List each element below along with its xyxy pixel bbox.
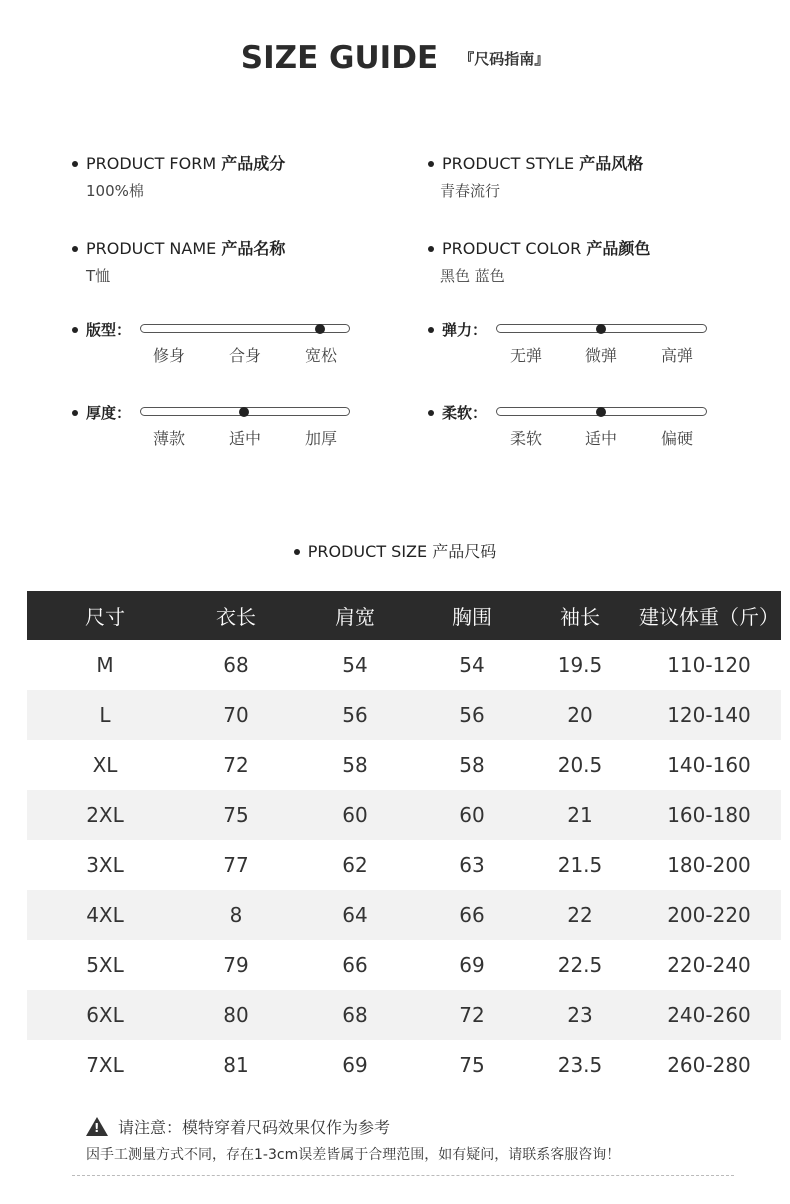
table-cell: 60: [459, 803, 485, 827]
product-form-value: 100%棉: [86, 182, 144, 200]
table-row: [27, 640, 781, 690]
table-cell: 72: [223, 753, 249, 777]
table-row: [27, 940, 781, 990]
table-cell: 79: [223, 953, 249, 977]
title-main: SIZE GUIDE: [240, 40, 439, 76]
bullet-dot-icon: [72, 161, 78, 167]
table-cell: 23.5: [557, 1053, 603, 1077]
fit-option: 宽松: [304, 346, 337, 365]
product-style-value: 青春流行: [440, 182, 501, 200]
table-cell: 80: [223, 1003, 249, 1027]
table-cell: 58: [342, 753, 368, 777]
elasticity-label: 弹力：: [428, 319, 487, 340]
fit-slider: [140, 324, 350, 333]
table-cell: 54: [459, 653, 485, 677]
product-color-value: 黑色 蓝色: [440, 267, 505, 285]
header-cell: 胸围: [452, 605, 492, 629]
table-cell: 3XL: [86, 853, 124, 877]
table-cell: 75: [459, 1053, 485, 1077]
elasticity-option: 微弹: [584, 346, 617, 365]
table-cell: 62: [342, 853, 368, 877]
table-row: [27, 890, 781, 940]
header-cell: 袖长: [560, 605, 600, 629]
elasticity-slider: [496, 324, 707, 333]
bullet-dot-icon: [428, 246, 434, 252]
table-cell: 56: [459, 703, 485, 727]
table-cell: 200-220: [667, 903, 751, 927]
softness-label: 柔软：: [428, 402, 487, 423]
product-form-label: PRODUCT FORM 产品成分: [72, 151, 285, 174]
table-row: [27, 990, 781, 1040]
table-cell: 72: [459, 1003, 485, 1027]
note-measurement: 因手工测量方式不同，存在1-3cm误差皆属于合理范围，如有疑问，请联系客服咨询！: [86, 1147, 621, 1163]
table-row: [27, 1040, 781, 1090]
softness-slider: [496, 407, 707, 416]
fit-option: 合身: [228, 346, 261, 365]
elasticity-option: 高弹: [660, 346, 693, 365]
table-cell: 8: [229, 903, 243, 927]
softness-option: 适中: [584, 429, 617, 448]
product-style-label: PRODUCT STYLE 产品风格: [428, 151, 643, 174]
thickness-option: 加厚: [304, 429, 337, 448]
table-cell: L: [99, 703, 111, 727]
header-cell: 建议体重（斤）: [639, 605, 779, 629]
product-color-label: PRODUCT COLOR 产品颜色: [428, 236, 650, 259]
size-table: [27, 591, 781, 1090]
table-row: [27, 790, 781, 840]
table-cell: 22: [567, 903, 593, 927]
header-cell: 尺寸: [85, 605, 125, 629]
header-cell: 衣长: [216, 605, 256, 629]
table-cell: 54: [342, 653, 368, 677]
table-cell: 220-240: [667, 953, 751, 977]
table-cell: 160-180: [667, 803, 751, 827]
bullet-dot-icon: [294, 549, 300, 555]
warning-icon: [86, 1117, 108, 1136]
note-warning: !请注意：模特穿着尺码效果仅作为参考: [86, 1115, 390, 1138]
table-header: [27, 591, 781, 640]
table-cell: 81: [223, 1053, 249, 1077]
header-cell: 肩宽: [335, 605, 375, 629]
table-cell: 5XL: [86, 953, 124, 977]
table-cell: 7XL: [86, 1053, 124, 1077]
table-cell: 66: [459, 903, 485, 927]
table-row: [27, 690, 781, 740]
softness-slider-knob: [596, 407, 606, 417]
softness-option: 偏硬: [660, 429, 693, 448]
table-cell: 240-260: [667, 1003, 751, 1027]
fit-label: 版型：: [72, 319, 131, 340]
table-cell: 23: [567, 1003, 593, 1027]
table-cell: 68: [223, 653, 249, 677]
fit-option: 修身: [152, 346, 185, 365]
table-cell: 4XL: [86, 903, 124, 927]
table-cell: 63: [459, 853, 485, 877]
thickness-option: 薄款: [152, 429, 185, 448]
product-size-heading: PRODUCT SIZE 产品尺码: [0, 539, 790, 562]
thickness-slider: [140, 407, 350, 416]
bullet-dot-icon: [428, 327, 434, 333]
table-cell: 64: [342, 903, 368, 927]
table-cell: 77: [223, 853, 249, 877]
title-subtitle: 『尺码指南』: [459, 49, 550, 68]
product-name-value: T恤: [86, 267, 111, 285]
table-cell: XL: [92, 753, 118, 777]
table-cell: 69: [459, 953, 485, 977]
table-cell: 56: [342, 703, 368, 727]
bullet-dot-icon: [428, 161, 434, 167]
table-cell: 140-160: [667, 753, 751, 777]
bullet-dot-icon: [428, 410, 434, 416]
table-row: [27, 840, 781, 890]
table-cell: 180-200: [667, 853, 751, 877]
table-cell: 21.5: [557, 853, 603, 877]
elasticity-slider-knob: [596, 324, 606, 334]
table-cell: M: [96, 653, 114, 677]
bullet-dot-icon: [72, 410, 78, 416]
table-cell: 20.5: [557, 753, 603, 777]
table-cell: 66: [342, 953, 368, 977]
fit-slider-knob: [315, 324, 325, 334]
table-cell: 110-120: [667, 653, 751, 677]
table-cell: 60: [342, 803, 368, 827]
table-cell: 260-280: [667, 1053, 751, 1077]
table-row: [27, 740, 781, 790]
table-cell: 70: [223, 703, 249, 727]
elasticity-option: 无弹: [509, 346, 542, 365]
table-cell: 20: [567, 703, 593, 727]
thickness-option: 适中: [228, 429, 261, 448]
table-cell: 58: [459, 753, 485, 777]
thickness-slider-knob: [239, 407, 249, 417]
table-cell: 69: [342, 1053, 368, 1077]
bullet-dot-icon: [72, 246, 78, 252]
table-cell: 68: [342, 1003, 368, 1027]
size-guide-title: [0, 40, 790, 76]
thickness-label: 厚度：: [72, 402, 131, 423]
bullet-dot-icon: [72, 327, 78, 333]
table-cell: 19.5: [557, 653, 603, 677]
divider: [72, 1175, 734, 1176]
table-cell: 21: [567, 803, 593, 827]
table-cell: 75: [223, 803, 249, 827]
table-cell: 120-140: [667, 703, 751, 727]
softness-option: 柔软: [509, 429, 542, 448]
product-name-label: PRODUCT NAME 产品名称: [72, 236, 285, 259]
table-cell: 2XL: [86, 803, 124, 827]
table-cell: 6XL: [86, 1003, 124, 1027]
table-cell: 22.5: [557, 953, 603, 977]
